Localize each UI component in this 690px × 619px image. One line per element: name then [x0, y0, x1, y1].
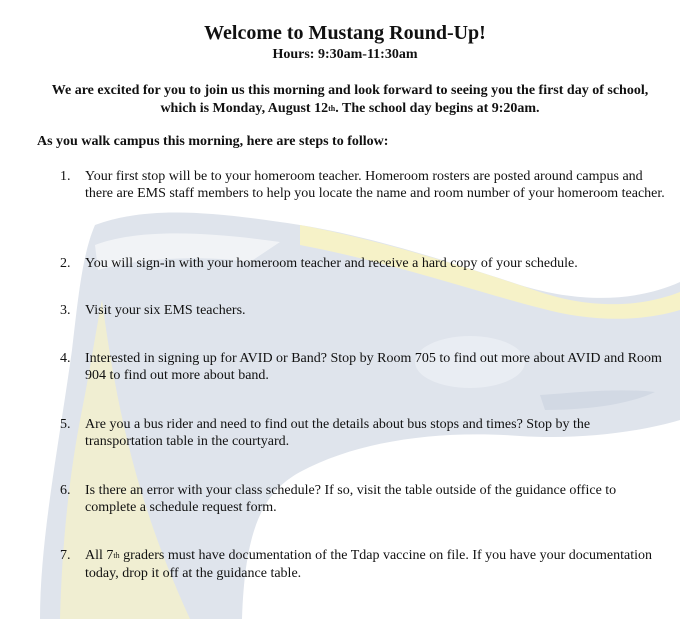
step-number: 3.	[60, 303, 71, 318]
step-number: 1.	[60, 169, 71, 184]
hours-line: Hours: 9:30am-11:30am	[272, 47, 418, 62]
step-text-start: All 7	[85, 548, 114, 563]
page-title: Welcome to Mustang Round-Up!	[204, 22, 486, 44]
step-text: Visit your six EMS teachers.	[85, 303, 246, 318]
step-text	[85, 547, 665, 582]
steps-lead-in: As you walk campus this morning, here are steps to follow:	[37, 134, 389, 149]
step-number: 4.	[60, 351, 71, 366]
intro-text: We are excited for you to join us this morning and look forward to seeing you the first day of school, which is Monday, August 12	[51, 83, 649, 116]
step-number: 5.	[60, 417, 71, 432]
step-text: Your first stop will be to your homeroom teacher. Homeroom rosters are posted around campus and there are EMS staff members to help you locate the name and room number of your homeroom teacher.	[85, 169, 665, 201]
step-text: You will sign-in with your homeroom teacher and receive a hard copy of your schedule.	[85, 256, 578, 271]
step-text: Is there an error with your class schedule? If so, visit the table outside of the guidance office to complete a schedule request form.	[85, 483, 617, 515]
step-text-end: graders must have documentation of the Tdap vaccine on file. If you have your documentation today, drop it off at the guidance table.	[85, 548, 652, 581]
step-number: 2.	[60, 256, 71, 271]
intro-paragraph	[40, 82, 660, 119]
intro-text-end: . The school day begins at 9:20am.	[335, 101, 540, 116]
step-ordinal: th	[113, 551, 120, 560]
intro-ordinal: th	[328, 104, 336, 113]
step-text: Interested in signing up for AVID or Band? Stop by Room 705 to find out more about AVID and Room 904 to find out more about band.	[85, 351, 662, 383]
step-number: 6.	[60, 483, 71, 498]
step-text: Are you a bus rider and need to find out the details about bus stops and times? Stop by the transportation table in the courtyard.	[85, 417, 591, 449]
step-number: 7.	[60, 548, 71, 563]
